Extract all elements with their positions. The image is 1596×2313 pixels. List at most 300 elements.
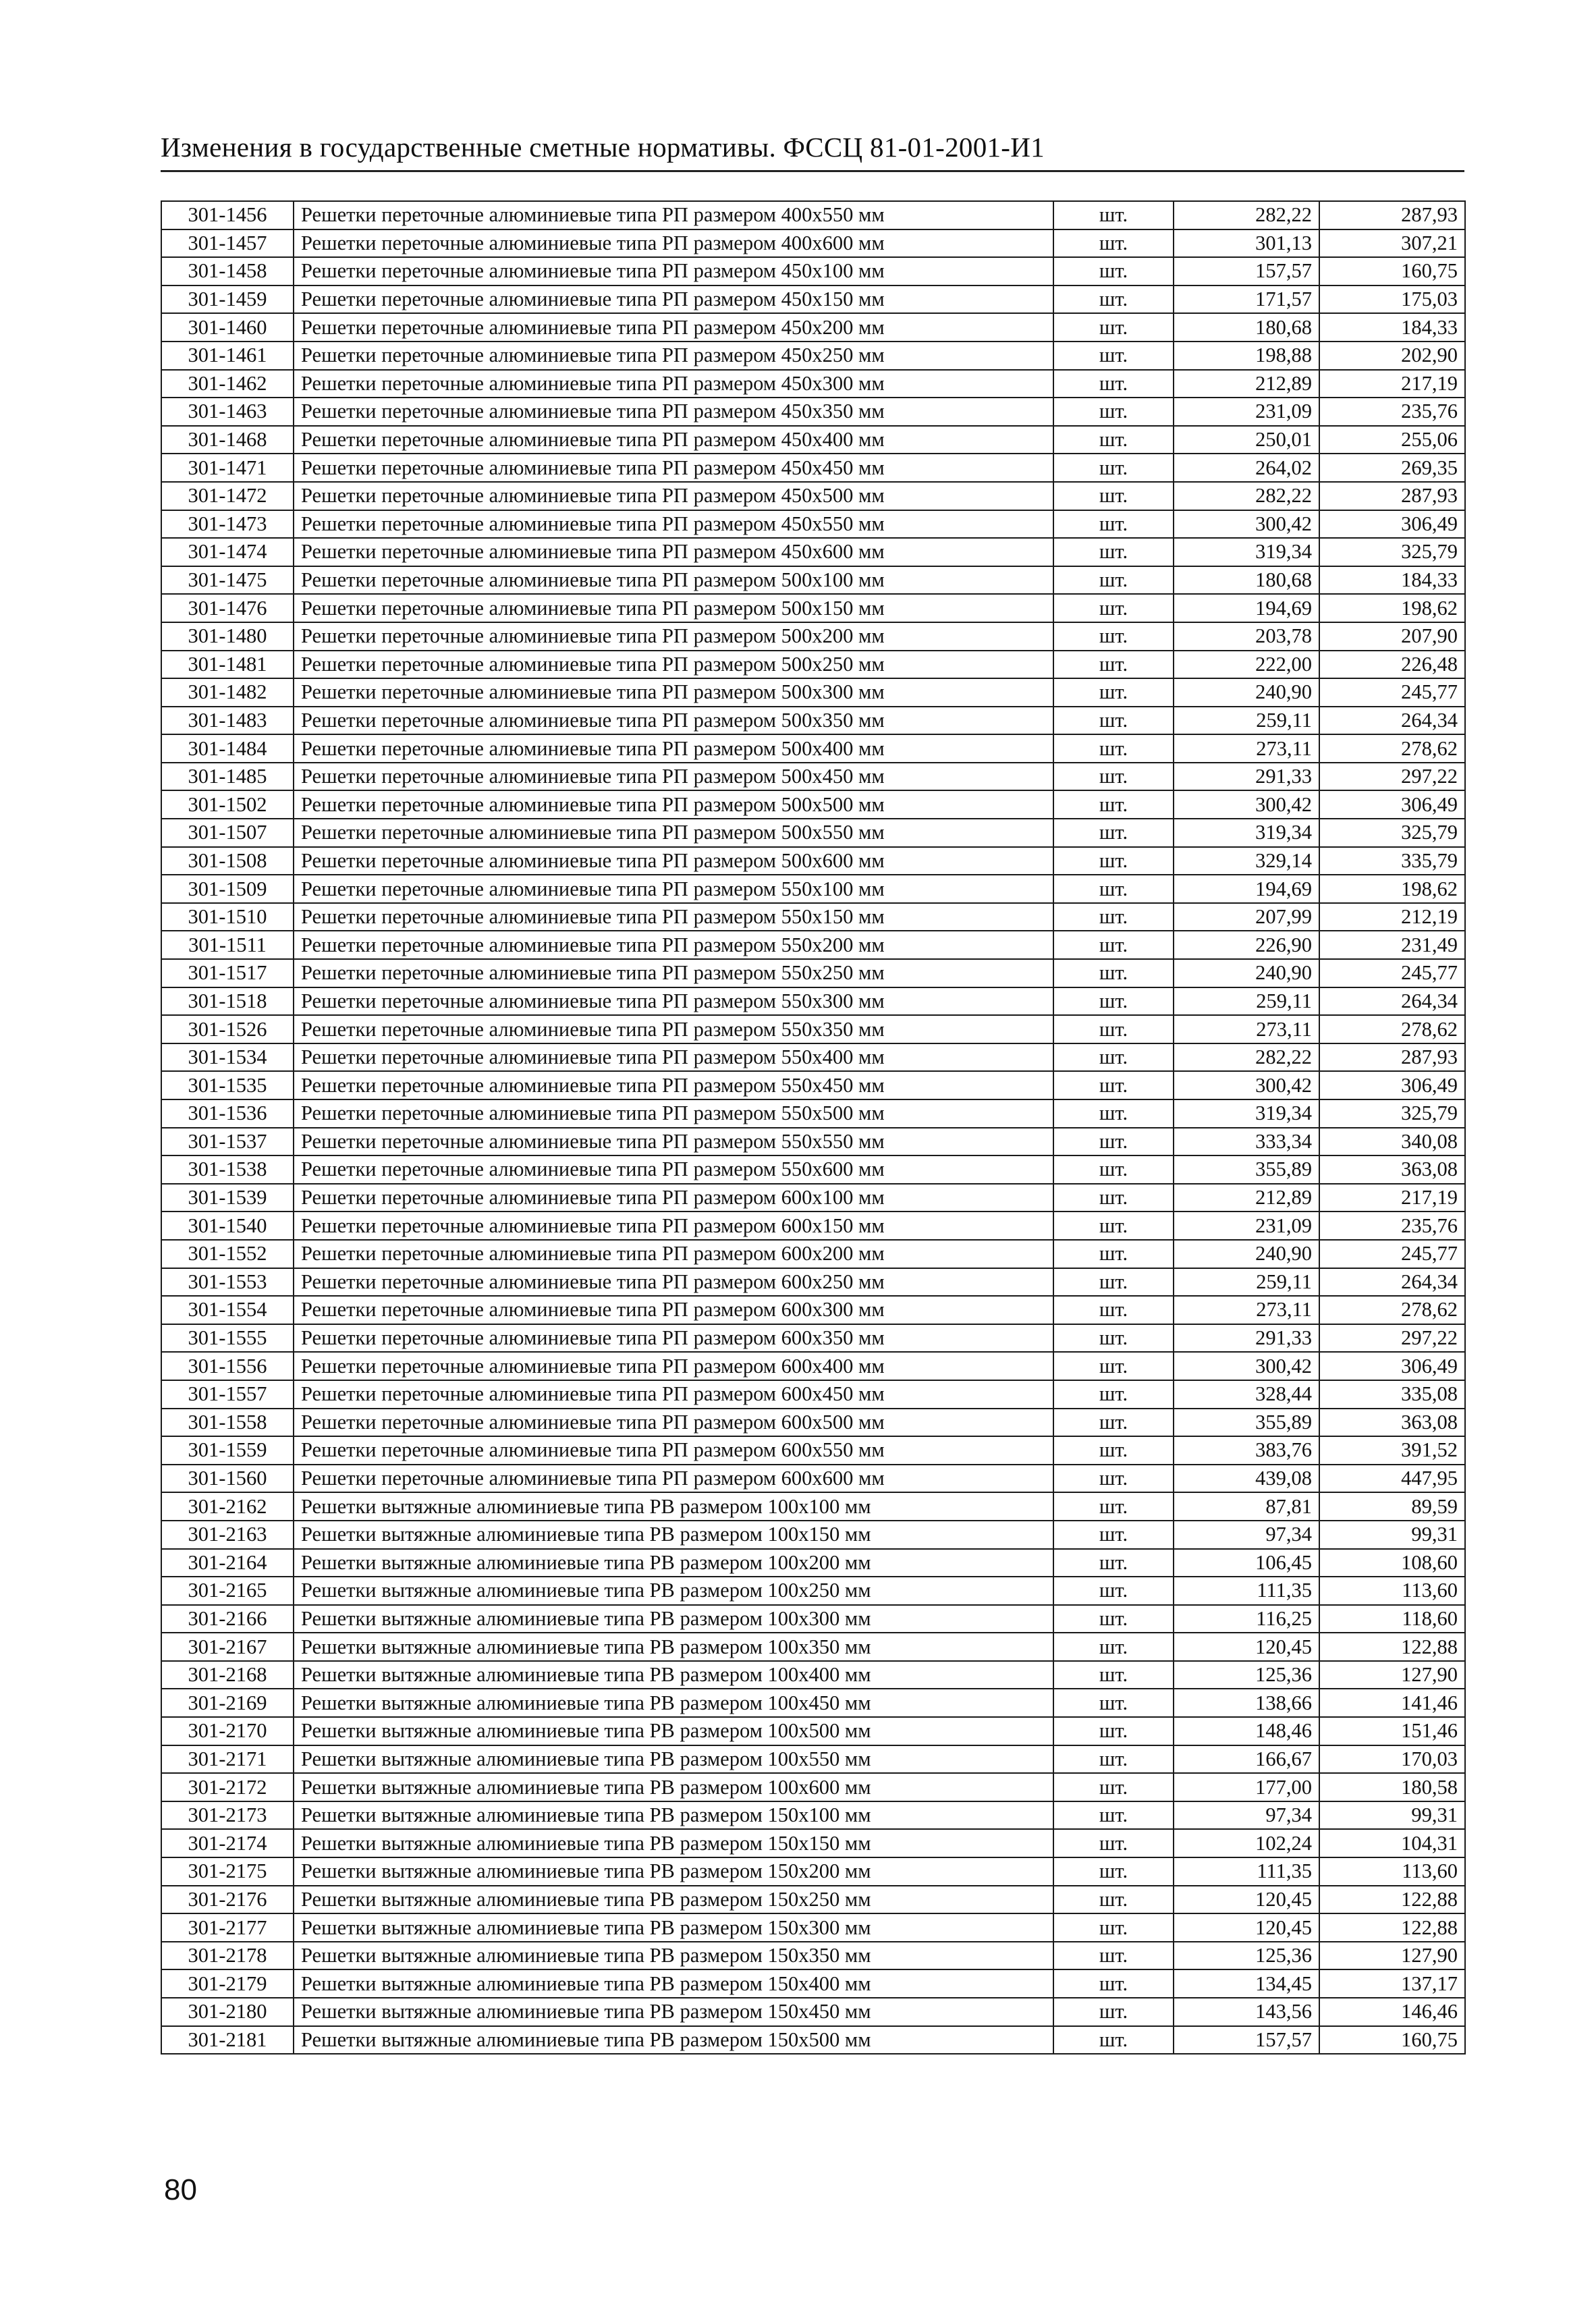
- item-price-current: 245,77: [1319, 678, 1465, 707]
- table-row: [161, 903, 1465, 931]
- item-code: 301-1540: [161, 1212, 294, 1240]
- table-row: [161, 734, 1465, 763]
- item-code: 301-1484: [161, 734, 294, 763]
- item-unit: шт.: [1053, 454, 1174, 482]
- item-price-current: 198,62: [1319, 875, 1465, 903]
- item-price-current: 264,34: [1319, 1268, 1465, 1297]
- item-price-base: 138,66: [1174, 1689, 1319, 1717]
- item-name: Решетки переточные алюминиевые типа РП размером 600х400 мм: [294, 1352, 1053, 1380]
- item-price-base: 194,69: [1174, 594, 1319, 622]
- item-unit: шт.: [1053, 426, 1174, 454]
- item-name: Решетки переточные алюминиевые типа РП размером 500х600 мм: [294, 847, 1053, 875]
- item-price-base: 143,56: [1174, 1998, 1319, 2026]
- table-row: [161, 931, 1465, 959]
- item-code: 301-1555: [161, 1324, 294, 1353]
- item-code: 301-1535: [161, 1071, 294, 1099]
- item-code: 301-2166: [161, 1605, 294, 1633]
- item-code: 301-2172: [161, 1773, 294, 1801]
- item-name: Решетки переточные алюминиевые типа РП размером 500х400 мм: [294, 734, 1053, 763]
- table-row: [161, 1296, 1465, 1324]
- item-price-base: 240,90: [1174, 1240, 1319, 1268]
- table-row: [161, 1942, 1465, 1970]
- item-unit: шт.: [1053, 651, 1174, 679]
- item-price-current: 306,49: [1319, 510, 1465, 539]
- item-price-current: 118,60: [1319, 1605, 1465, 1633]
- item-price-current: 278,62: [1319, 1015, 1465, 1043]
- item-price-base: 273,11: [1174, 1296, 1319, 1324]
- item-price-current: 340,08: [1319, 1128, 1465, 1156]
- item-unit: шт.: [1053, 1605, 1174, 1633]
- item-code: 301-1482: [161, 678, 294, 707]
- item-code: 301-2180: [161, 1998, 294, 2026]
- item-price-base: 259,11: [1174, 1268, 1319, 1297]
- item-price-base: 157,57: [1174, 2026, 1319, 2055]
- item-name: Решетки переточные алюминиевые типа РП размером 550х250 мм: [294, 959, 1053, 987]
- item-price-base: 180,68: [1174, 313, 1319, 342]
- item-price-current: 306,49: [1319, 1071, 1465, 1099]
- item-name: Решетки вытяжные алюминиевые типа РВ размером 150х500 мм: [294, 2026, 1053, 2055]
- item-price-current: 297,22: [1319, 1324, 1465, 1353]
- table-row: [161, 510, 1465, 539]
- item-code: 301-1483: [161, 707, 294, 735]
- table-row: [161, 1268, 1465, 1297]
- table-row: [161, 1043, 1465, 1072]
- item-price-base: 212,89: [1174, 370, 1319, 398]
- item-price-base: 300,42: [1174, 790, 1319, 819]
- item-code: 301-1481: [161, 651, 294, 679]
- item-name: Решетки переточные алюминиевые типа РП размером 450х350 мм: [294, 398, 1053, 426]
- item-price-current: 104,31: [1319, 1829, 1465, 1857]
- item-price-current: 325,79: [1319, 1099, 1465, 1128]
- item-unit: шт.: [1053, 285, 1174, 314]
- item-unit: шт.: [1053, 1886, 1174, 1914]
- item-code: 301-2179: [161, 1969, 294, 1998]
- item-unit: шт.: [1053, 566, 1174, 595]
- item-price-base: 102,24: [1174, 1829, 1319, 1857]
- item-price-base: 97,34: [1174, 1801, 1319, 1830]
- item-unit: шт.: [1053, 1296, 1174, 1324]
- item-price-base: 157,57: [1174, 257, 1319, 285]
- table-row: [161, 1745, 1465, 1774]
- item-price-base: 291,33: [1174, 763, 1319, 791]
- item-code: 301-2162: [161, 1492, 294, 1521]
- table-row: [161, 229, 1465, 258]
- item-name: Решетки вытяжные алюминиевые типа РВ размером 150х350 мм: [294, 1942, 1053, 1970]
- item-price-current: 231,49: [1319, 931, 1465, 959]
- item-price-base: 259,11: [1174, 987, 1319, 1016]
- table-row: [161, 454, 1465, 482]
- item-code: 301-2163: [161, 1521, 294, 1549]
- item-price-base: 319,34: [1174, 1099, 1319, 1128]
- item-price-base: 231,09: [1174, 398, 1319, 426]
- item-code: 301-1509: [161, 875, 294, 903]
- item-code: 301-1473: [161, 510, 294, 539]
- item-code: 301-1468: [161, 426, 294, 454]
- table-row: [161, 1155, 1465, 1184]
- item-code: 301-2175: [161, 1857, 294, 1886]
- table-row: [161, 342, 1465, 370]
- item-price-base: 240,90: [1174, 678, 1319, 707]
- table-row: [161, 1015, 1465, 1043]
- item-code: 301-1511: [161, 931, 294, 959]
- item-price-base: 116,25: [1174, 1605, 1319, 1633]
- item-unit: шт.: [1053, 678, 1174, 707]
- item-unit: шт.: [1053, 1689, 1174, 1717]
- item-price-base: 383,76: [1174, 1436, 1319, 1465]
- item-price-base: 111,35: [1174, 1857, 1319, 1886]
- item-name: Решетки вытяжные алюминиевые типа РВ размером 150х250 мм: [294, 1886, 1053, 1914]
- page-header: Изменения в государственные сметные нормативы. ФССЦ 81-01-2001-И1: [161, 130, 1464, 172]
- item-price-base: 125,36: [1174, 1942, 1319, 1970]
- item-price-current: 184,33: [1319, 566, 1465, 595]
- item-price-current: 99,31: [1319, 1521, 1465, 1549]
- item-price-base: 273,11: [1174, 1015, 1319, 1043]
- item-unit: шт.: [1053, 1829, 1174, 1857]
- item-name: Решетки переточные алюминиевые типа РП размером 500х300 мм: [294, 678, 1053, 707]
- item-price-base: 106,45: [1174, 1549, 1319, 1577]
- table-row: [161, 1549, 1465, 1577]
- item-unit: шт.: [1053, 1857, 1174, 1886]
- item-price-current: 207,90: [1319, 622, 1465, 651]
- item-price-base: 319,34: [1174, 819, 1319, 847]
- item-unit: шт.: [1053, 2026, 1174, 2055]
- item-unit: шт.: [1053, 1155, 1174, 1184]
- table-row: [161, 566, 1465, 595]
- table-row: [161, 285, 1465, 314]
- item-price-base: 171,57: [1174, 285, 1319, 314]
- table-row: [161, 426, 1465, 454]
- item-name: Решетки переточные алюминиевые типа РП размером 500х550 мм: [294, 819, 1053, 847]
- item-price-current: 141,46: [1319, 1689, 1465, 1717]
- item-price-current: 108,60: [1319, 1549, 1465, 1577]
- item-code: 301-1510: [161, 903, 294, 931]
- item-code: 301-1475: [161, 566, 294, 595]
- item-price-current: 146,46: [1319, 1998, 1465, 2026]
- item-price-base: 328,44: [1174, 1380, 1319, 1409]
- item-unit: шт.: [1053, 959, 1174, 987]
- item-price-base: 148,46: [1174, 1717, 1319, 1745]
- item-unit: шт.: [1053, 1969, 1174, 1998]
- item-name: Решетки переточные алюминиевые типа РП размером 600х350 мм: [294, 1324, 1053, 1353]
- table-row: [161, 1352, 1465, 1380]
- item-unit: шт.: [1053, 1436, 1174, 1465]
- item-unit: шт.: [1053, 1240, 1174, 1268]
- item-name: Решетки переточные алюминиевые типа РП размером 450х400 мм: [294, 426, 1053, 454]
- item-unit: шт.: [1053, 229, 1174, 258]
- item-price-base: 111,35: [1174, 1577, 1319, 1605]
- item-unit: шт.: [1053, 1633, 1174, 1661]
- item-code: 301-1556: [161, 1352, 294, 1380]
- item-code: 301-2173: [161, 1801, 294, 1830]
- table-row: [161, 651, 1465, 679]
- item-price-base: 207,99: [1174, 903, 1319, 931]
- item-price-current: 235,76: [1319, 1212, 1465, 1240]
- item-price-current: 287,93: [1319, 482, 1465, 510]
- item-name: Решетки вытяжные алюминиевые типа РВ размером 100х600 мм: [294, 1773, 1053, 1801]
- table-row: [161, 678, 1465, 707]
- item-price-current: 89,59: [1319, 1492, 1465, 1521]
- table-row: [161, 1240, 1465, 1268]
- item-price-current: 127,90: [1319, 1661, 1465, 1689]
- item-unit: шт.: [1053, 790, 1174, 819]
- item-code: 301-1518: [161, 987, 294, 1016]
- item-name: Решетки переточные алюминиевые типа РП размером 600х600 мм: [294, 1465, 1053, 1493]
- table-row: [161, 1857, 1465, 1886]
- item-name: Решетки вытяжные алюминиевые типа РВ размером 150х200 мм: [294, 1857, 1053, 1886]
- item-code: 301-1558: [161, 1409, 294, 1437]
- item-name: Решетки вытяжные алюминиевые типа РВ размером 150х150 мм: [294, 1829, 1053, 1857]
- item-price-base: 120,45: [1174, 1913, 1319, 1942]
- item-name: Решетки переточные алюминиевые типа РП размером 500х200 мм: [294, 622, 1053, 651]
- item-price-current: 255,06: [1319, 426, 1465, 454]
- item-name: Решетки переточные алюминиевые типа РП размером 500х250 мм: [294, 651, 1053, 679]
- item-code: 301-2176: [161, 1886, 294, 1914]
- price-table-body: [161, 201, 1465, 2054]
- item-price-base: 264,02: [1174, 454, 1319, 482]
- table-row: [161, 1773, 1465, 1801]
- item-price-base: 166,67: [1174, 1745, 1319, 1774]
- table-row: [161, 1409, 1465, 1437]
- item-unit: шт.: [1053, 342, 1174, 370]
- item-unit: шт.: [1053, 1745, 1174, 1774]
- item-price-base: 97,34: [1174, 1521, 1319, 1549]
- item-price-current: 212,19: [1319, 903, 1465, 931]
- item-code: 301-1461: [161, 342, 294, 370]
- table-row: [161, 482, 1465, 510]
- item-price-base: 134,45: [1174, 1969, 1319, 1998]
- item-price-base: 203,78: [1174, 622, 1319, 651]
- item-price-base: 355,89: [1174, 1409, 1319, 1437]
- item-code: 301-2168: [161, 1661, 294, 1689]
- item-name: Решетки переточные алюминиевые типа РП размером 500х100 мм: [294, 566, 1053, 595]
- item-price-current: 245,77: [1319, 1240, 1465, 1268]
- item-price-current: 151,46: [1319, 1717, 1465, 1745]
- item-name: Решетки переточные алюминиевые типа РП размером 600х200 мм: [294, 1240, 1053, 1268]
- item-name: Решетки переточные алюминиевые типа РП размером 450х550 мм: [294, 510, 1053, 539]
- item-price-current: 175,03: [1319, 285, 1465, 314]
- item-price-current: 235,76: [1319, 398, 1465, 426]
- item-price-current: 363,08: [1319, 1155, 1465, 1184]
- item-unit: шт.: [1053, 1549, 1174, 1577]
- table-row: [161, 1212, 1465, 1240]
- item-price-base: 226,90: [1174, 931, 1319, 959]
- item-name: Решетки переточные алюминиевые типа РП размером 450х300 мм: [294, 370, 1053, 398]
- item-name: Решетки переточные алюминиевые типа РП размером 500х450 мм: [294, 763, 1053, 791]
- item-code: 301-1472: [161, 482, 294, 510]
- item-price-current: 127,90: [1319, 1942, 1465, 1970]
- item-price-base: 259,11: [1174, 707, 1319, 735]
- item-unit: шт.: [1053, 201, 1174, 229]
- item-name: Решетки переточные алюминиевые типа РП размером 550х450 мм: [294, 1071, 1053, 1099]
- item-price-base: 240,90: [1174, 959, 1319, 987]
- item-unit: шт.: [1053, 1128, 1174, 1156]
- item-unit: шт.: [1053, 510, 1174, 539]
- item-price-current: 307,21: [1319, 229, 1465, 258]
- item-code: 301-1456: [161, 201, 294, 229]
- item-code: 301-1463: [161, 398, 294, 426]
- item-unit: шт.: [1053, 1380, 1174, 1409]
- table-row: [161, 1099, 1465, 1128]
- table-row: [161, 847, 1465, 875]
- item-unit: шт.: [1053, 1661, 1174, 1689]
- item-price-current: 122,88: [1319, 1633, 1465, 1661]
- item-price-base: 282,22: [1174, 482, 1319, 510]
- item-unit: шт.: [1053, 538, 1174, 566]
- item-name: Решетки переточные алюминиевые типа РП размером 550х150 мм: [294, 903, 1053, 931]
- item-name: Решетки переточные алюминиевые типа РП размером 450х600 мм: [294, 538, 1053, 566]
- item-price-base: 87,81: [1174, 1492, 1319, 1521]
- item-code: 301-1526: [161, 1015, 294, 1043]
- item-unit: шт.: [1053, 257, 1174, 285]
- item-price-base: 180,68: [1174, 566, 1319, 595]
- item-code: 301-2165: [161, 1577, 294, 1605]
- item-unit: шт.: [1053, 370, 1174, 398]
- item-code: 301-1538: [161, 1155, 294, 1184]
- item-code: 301-2167: [161, 1633, 294, 1661]
- item-code: 301-1539: [161, 1184, 294, 1212]
- table-row: [161, 1689, 1465, 1717]
- item-unit: шт.: [1053, 1099, 1174, 1128]
- table-row: [161, 987, 1465, 1016]
- item-price-current: 325,79: [1319, 538, 1465, 566]
- item-name: Решетки переточные алюминиевые типа РП размером 400х550 мм: [294, 201, 1053, 229]
- item-name: Решетки переточные алюминиевые типа РП размером 550х600 мм: [294, 1155, 1053, 1184]
- item-price-base: 300,42: [1174, 510, 1319, 539]
- table-row: [161, 2026, 1465, 2055]
- item-name: Решетки переточные алюминиевые типа РП размером 500х500 мм: [294, 790, 1053, 819]
- item-unit: шт.: [1053, 903, 1174, 931]
- item-name: Решетки переточные алюминиевые типа РП размером 400х600 мм: [294, 229, 1053, 258]
- item-unit: шт.: [1053, 847, 1174, 875]
- table-row: [161, 1436, 1465, 1465]
- table-row: [161, 707, 1465, 735]
- item-name: Решетки переточные алюминиевые типа РП размером 550х550 мм: [294, 1128, 1053, 1156]
- item-name: Решетки вытяжные алюминиевые типа РВ размером 100х450 мм: [294, 1689, 1053, 1717]
- item-name: Решетки переточные алюминиевые типа РП размером 550х300 мм: [294, 987, 1053, 1016]
- item-unit: шт.: [1053, 1071, 1174, 1099]
- item-unit: шт.: [1053, 987, 1174, 1016]
- table-row: [161, 538, 1465, 566]
- item-price-current: 264,34: [1319, 707, 1465, 735]
- item-price-base: 198,88: [1174, 342, 1319, 370]
- item-name: Решетки переточные алюминиевые типа РП размером 600х100 мм: [294, 1184, 1053, 1212]
- item-price-current: 198,62: [1319, 594, 1465, 622]
- item-name: Решетки переточные алюминиевые типа РП размером 500х150 мм: [294, 594, 1053, 622]
- item-name: Решетки переточные алюминиевые типа РП размером 550х500 мм: [294, 1099, 1053, 1128]
- item-code: 301-1471: [161, 454, 294, 482]
- item-name: Решетки переточные алюминиевые типа РП размером 550х100 мм: [294, 875, 1053, 903]
- item-unit: шт.: [1053, 734, 1174, 763]
- table-row: [161, 1998, 1465, 2026]
- item-unit: шт.: [1053, 707, 1174, 735]
- item-price-base: 282,22: [1174, 1043, 1319, 1072]
- item-price-current: 306,49: [1319, 1352, 1465, 1380]
- item-code: 301-2169: [161, 1689, 294, 1717]
- item-price-current: 447,95: [1319, 1465, 1465, 1493]
- item-code: 301-1476: [161, 594, 294, 622]
- item-name: Решетки переточные алюминиевые типа РП размером 550х350 мм: [294, 1015, 1053, 1043]
- item-name: Решетки переточные алюминиевые типа РП размером 600х500 мм: [294, 1409, 1053, 1437]
- item-code: 301-1557: [161, 1380, 294, 1409]
- item-unit: шт.: [1053, 1998, 1174, 2026]
- item-code: 301-1460: [161, 313, 294, 342]
- item-unit: шт.: [1053, 875, 1174, 903]
- item-name: Решетки переточные алюминиевые типа РП размером 500х350 мм: [294, 707, 1053, 735]
- item-unit: шт.: [1053, 819, 1174, 847]
- item-unit: шт.: [1053, 1801, 1174, 1830]
- item-name: Решетки переточные алюминиевые типа РП размером 450х450 мм: [294, 454, 1053, 482]
- item-price-base: 231,09: [1174, 1212, 1319, 1240]
- item-price-current: 202,90: [1319, 342, 1465, 370]
- item-code: 301-1534: [161, 1043, 294, 1072]
- item-unit: шт.: [1053, 398, 1174, 426]
- item-code: 301-2174: [161, 1829, 294, 1857]
- item-name: Решетки переточные алюминиевые типа РП размером 450х250 мм: [294, 342, 1053, 370]
- item-code: 301-2164: [161, 1549, 294, 1577]
- item-code: 301-1560: [161, 1465, 294, 1493]
- table-row: [161, 1717, 1465, 1745]
- item-price-current: 269,35: [1319, 454, 1465, 482]
- table-row: [161, 1380, 1465, 1409]
- item-name: Решетки переточные алюминиевые типа РП размером 600х150 мм: [294, 1212, 1053, 1240]
- item-price-current: 245,77: [1319, 959, 1465, 987]
- item-unit: шт.: [1053, 1577, 1174, 1605]
- table-row: [161, 1801, 1465, 1830]
- item-unit: шт.: [1053, 763, 1174, 791]
- item-price-current: 99,31: [1319, 1801, 1465, 1830]
- item-price-base: 355,89: [1174, 1155, 1319, 1184]
- table-row: [161, 959, 1465, 987]
- item-price-current: 325,79: [1319, 819, 1465, 847]
- item-price-current: 217,19: [1319, 1184, 1465, 1212]
- item-unit: шт.: [1053, 594, 1174, 622]
- item-unit: шт.: [1053, 1184, 1174, 1212]
- item-price-current: 160,75: [1319, 257, 1465, 285]
- item-unit: шт.: [1053, 1942, 1174, 1970]
- table-row: [161, 1605, 1465, 1633]
- item-name: Решетки вытяжные алюминиевые типа РВ размером 100х300 мм: [294, 1605, 1053, 1633]
- item-name: Решетки вытяжные алюминиевые типа РВ размером 100х250 мм: [294, 1577, 1053, 1605]
- item-code: 301-1459: [161, 285, 294, 314]
- table-row: [161, 1184, 1465, 1212]
- item-code: 301-1552: [161, 1240, 294, 1268]
- item-code: 301-2170: [161, 1717, 294, 1745]
- item-name: Решетки вытяжные алюминиевые типа РВ размером 100х100 мм: [294, 1492, 1053, 1521]
- item-code: 301-2181: [161, 2026, 294, 2055]
- item-name: Решетки переточные алюминиевые типа РП размером 600х550 мм: [294, 1436, 1053, 1465]
- item-price-base: 120,45: [1174, 1886, 1319, 1914]
- item-price-current: 160,75: [1319, 2026, 1465, 2055]
- item-price-current: 113,60: [1319, 1857, 1465, 1886]
- item-code: 301-2171: [161, 1745, 294, 1774]
- item-name: Решетки вытяжные алюминиевые типа РВ размером 150х450 мм: [294, 1998, 1053, 2026]
- item-unit: шт.: [1053, 1043, 1174, 1072]
- item-unit: шт.: [1053, 1015, 1174, 1043]
- item-price-current: 264,34: [1319, 987, 1465, 1016]
- table-row: [161, 1128, 1465, 1156]
- item-unit: шт.: [1053, 1465, 1174, 1493]
- table-row: [161, 257, 1465, 285]
- item-price-current: 278,62: [1319, 734, 1465, 763]
- table-row: [161, 790, 1465, 819]
- item-unit: шт.: [1053, 1268, 1174, 1297]
- page-number: 80: [164, 2173, 197, 2206]
- table-row: [161, 1829, 1465, 1857]
- table-row: [161, 313, 1465, 342]
- item-price-base: 282,22: [1174, 201, 1319, 229]
- table-row: [161, 1492, 1465, 1521]
- item-price-current: 363,08: [1319, 1409, 1465, 1437]
